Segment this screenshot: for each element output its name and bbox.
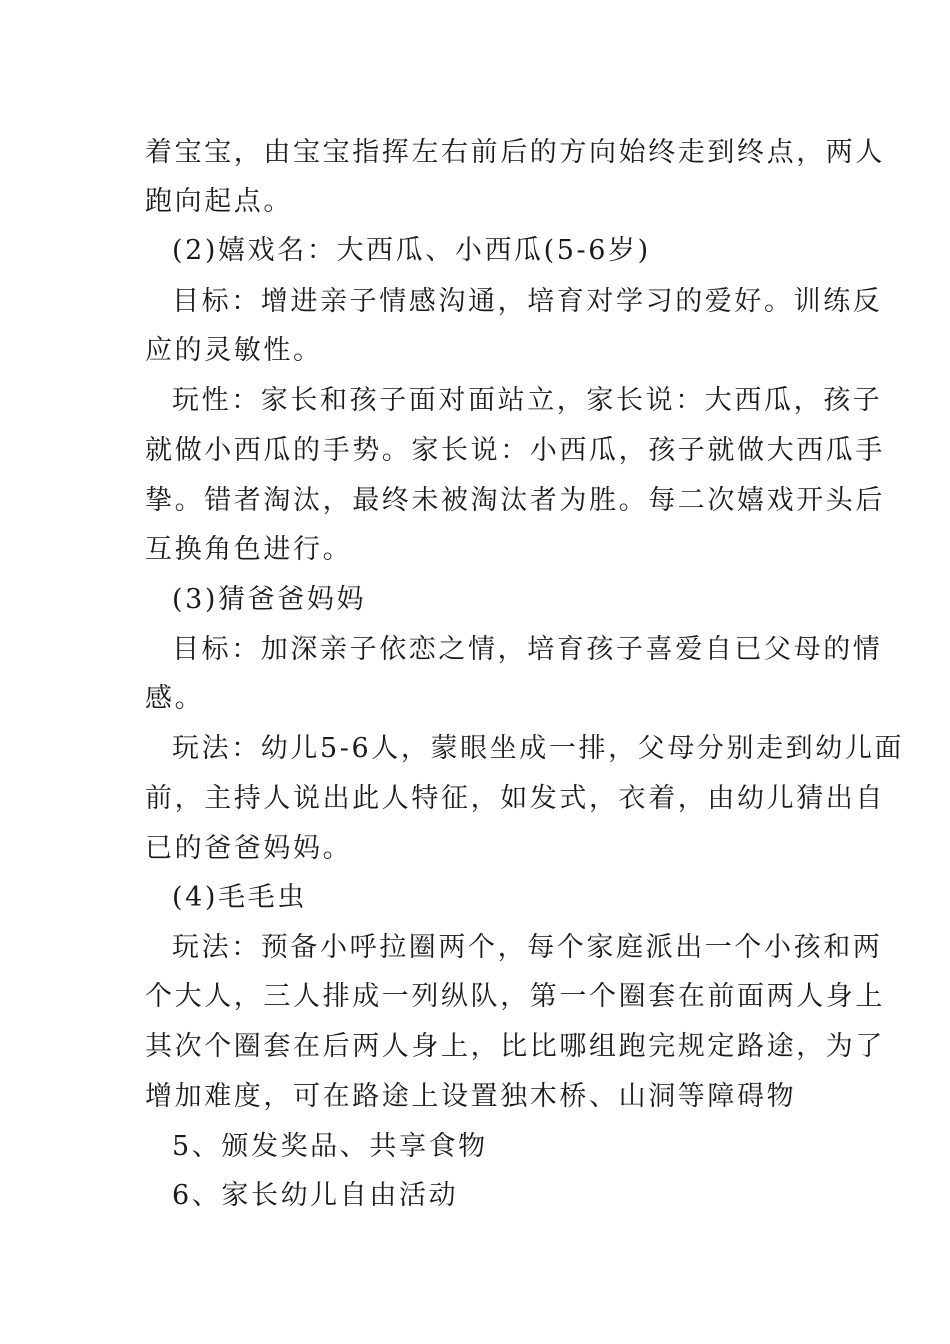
text-line: 已的爸爸妈妈。 bbox=[145, 833, 353, 864]
section-heading: (4)毛毛虫 bbox=[172, 882, 307, 913]
text-line: 个大人，三人排成一列纵队，第一个圈套在前面两人身上 bbox=[145, 981, 885, 1012]
text-line: 目标：增进亲子情感沟通，培育对学习的爱好。训练反 bbox=[172, 286, 883, 317]
text-line: 玩法：预备小呼拉圈两个，每个家庭派出一个小孩和两 bbox=[172, 932, 883, 963]
list-item: 6、家长幼儿自由活动 bbox=[172, 1180, 459, 1211]
list-item: 5、颁发奖品、共享食物 bbox=[172, 1131, 488, 1162]
text-line: 感。 bbox=[145, 683, 205, 714]
text-line: 玩性：家长和孩子面对面站立，家长说：大西瓜，孩子 bbox=[172, 385, 883, 416]
section-heading: (2)嬉戏名：大西瓜、小西瓜(5-6岁) bbox=[172, 235, 651, 266]
text-line: 玩法：幼儿5-6人，蒙眼坐成一排，父母分别走到幼儿面 bbox=[172, 733, 905, 764]
text-line: 前，主持人说出此人特征，如发式，衣着，由幼儿猜出自 bbox=[145, 783, 885, 814]
text-line: 互换角色进行。 bbox=[145, 534, 353, 565]
section-heading: (3)猜爸爸妈妈 bbox=[172, 584, 367, 615]
text-line: 就做小西瓜的手势。家长说：小西瓜，孩子就做大西瓜手 bbox=[145, 435, 885, 466]
text-line: 增加难度，可在路途上设置独木桥、山洞等障碍物 bbox=[145, 1081, 797, 1112]
text-line: 目标：加深亲子依恋之情，培育孩子喜爱自已父母的情 bbox=[172, 634, 883, 665]
text-line: 着宝宝，由宝宝指挥左右前后的方向始终走到终点，两人 bbox=[145, 137, 885, 168]
text-line: 跑向起点。 bbox=[145, 186, 293, 217]
text-line: 其次个圈套在后两人身上，比比哪组跑完规定路途，为了 bbox=[145, 1031, 885, 1062]
text-line: 挚。错者淘汰，最终未被淘汰者为胜。每二次嬉戏开头后 bbox=[145, 485, 885, 516]
text-line: 应的灵敏性。 bbox=[145, 335, 323, 366]
